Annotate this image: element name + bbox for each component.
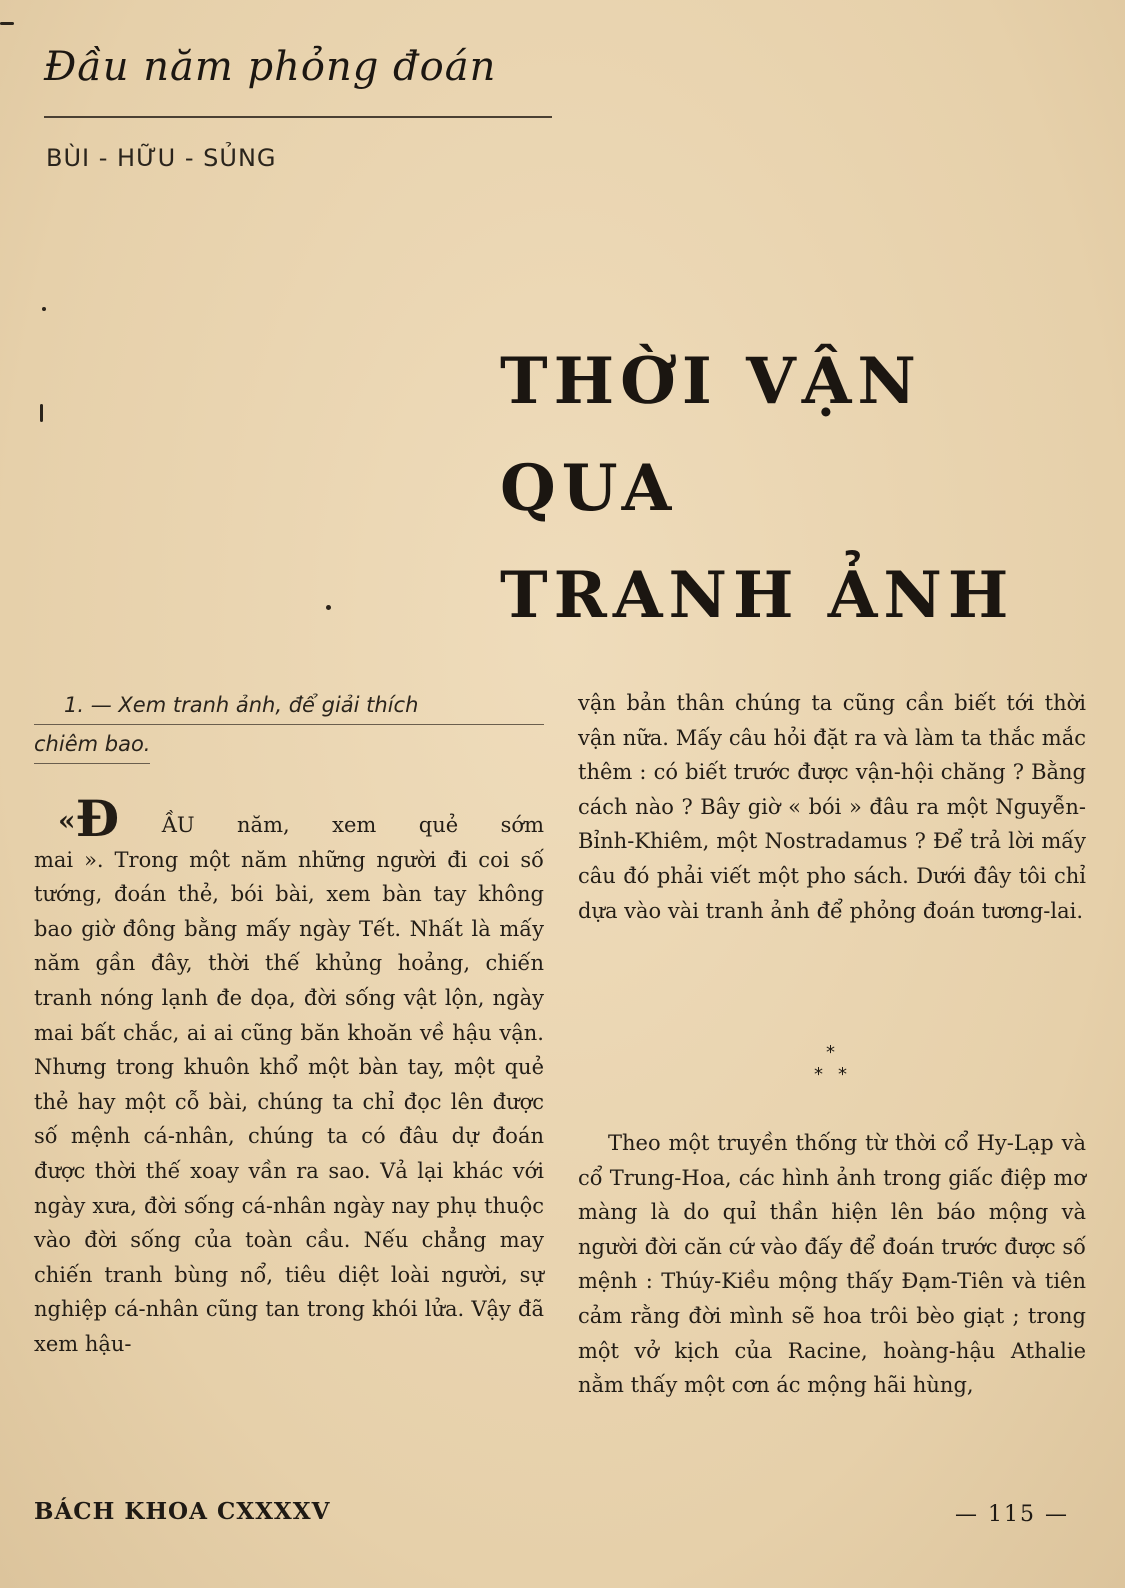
asterism-star-left: * bbox=[814, 1064, 823, 1085]
right-column-paragraph-2: Theo một truyền thống từ thời cổ Hy-Lạp và cổ Trung-Hoa, các hình ảnh trong giấc điệp mơ màng là do quỉ thần hiện lên báo mộng và người đời căn cứ vào đấy để đoán trước được số mệnh : Thúy-Kiều mộng thấy Đạm-Tiên và tiên cảm rằng đời mình sẽ hoa trôi bèo giạt ; trong một vở kịch của Racine, hoàng-hậu Athalie nằm thấy một cơn ác mộng hãi hùng, bbox=[578, 1131, 1086, 1398]
subheading-line-1 bbox=[34, 686, 544, 725]
asterism-divider bbox=[780, 1042, 880, 1092]
publication-footer: BÁCH KHOA CXXXXV bbox=[34, 1498, 331, 1525]
subheading-number: 1. — bbox=[64, 693, 112, 717]
subheading-line-2: chiêm bao. bbox=[34, 725, 150, 764]
section-divider bbox=[44, 116, 552, 118]
article-title bbox=[500, 328, 1110, 649]
article-title-line-1: THỜI VẬN bbox=[500, 344, 922, 419]
dropcap-letter: Đ bbox=[75, 789, 120, 848]
asterism-star-right: * bbox=[838, 1064, 847, 1085]
asterism-star-top: * bbox=[826, 1042, 835, 1063]
section-title: Đầu năm phỏng đoán bbox=[44, 44, 497, 90]
ink-mark bbox=[40, 404, 43, 422]
subheading bbox=[34, 686, 544, 764]
dropcap-line bbox=[34, 789, 544, 848]
subheading-text-1: Xem tranh ảnh, để giải thích bbox=[118, 693, 419, 717]
right-column-paragraph-1: vận bản thân chúng ta cũng cần biết tới thời vận nữa. Mấy câu hỏi đặt ra và làm ta thắc mắc thêm : có biết trước được vận-hội chăng ? Bằng cách nào ? Bây giờ « bói » đâu ra một Nguyễn-Bỉnh-Khiêm, một Nostradamus ? Để trả lời mấy câu đó phải viết một pho sách. Dưới đây tôi chỉ dựa vào vài tranh ảnh để phỏng đoán tương-lai. bbox=[578, 691, 1086, 923]
left-column bbox=[34, 789, 544, 1362]
author-name: BÙI - HỮU - SỦNG bbox=[46, 144, 277, 172]
ink-speck bbox=[326, 605, 331, 610]
left-column-paragraph: mai ». Trong một năm những người đi coi số tướng, đoán thẻ, bói bài, xem bàn tay không bao giờ đông bằng mấy ngày Tết. Nhất là mấy năm gần đây, thời thế khủng hoảng, chiến tranh nóng lạnh đe dọa, đời sống vật lộn, ngày mai bất chắc, ai ai cũng băn khoăn về hậu vận. Nhưng trong khuôn khổ một bàn tay, một quẻ thẻ hay một cỗ bài, chúng ta chỉ đọc lên được số mệnh cá-nhân, chúng ta có đâu dự đoán được thời thế xoay vần ra sao. Vả lại khác với ngày xưa, đời sống cá-nhân ngày nay phụ thuộc vào đời sống của toàn cầu. Nếu chẳng may chiến tranh bùng nổ, tiêu diệt loài người, sự nghiệp cá-nhân cũng tan trong khói lửa. Vậy đã xem hậu- bbox=[34, 847, 544, 1356]
page-number: — 115 — bbox=[955, 1502, 1069, 1527]
dropcap-line-rest: ẦU năm, xem quẻ sớm bbox=[161, 813, 544, 837]
article-title-line-2: QUA bbox=[500, 451, 678, 526]
right-column bbox=[578, 686, 1086, 928]
ink-speck bbox=[42, 307, 46, 311]
opening-quote-mark: « bbox=[58, 804, 76, 837]
ink-mark bbox=[0, 22, 14, 25]
article-title-line-3: TRANH ẢNH bbox=[500, 558, 1015, 633]
